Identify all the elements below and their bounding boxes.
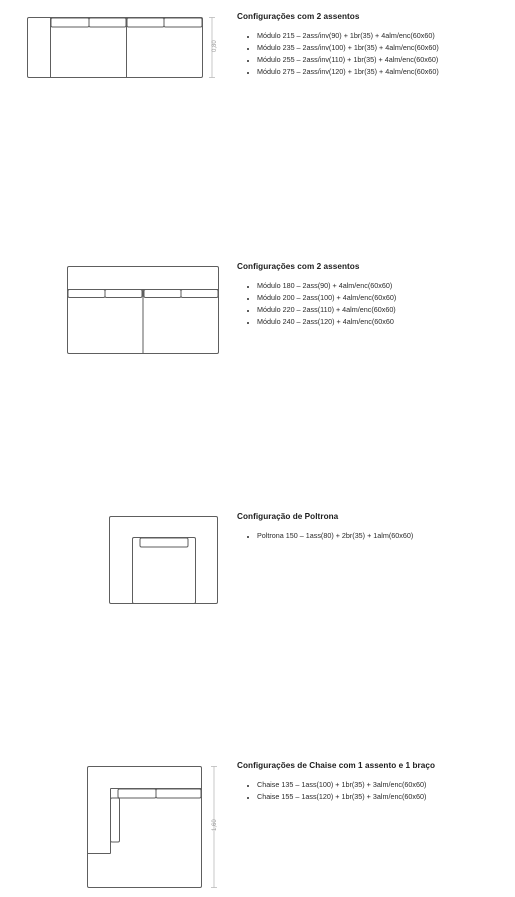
list-item: • Módulo 215 – 2ass/inv(90) + 1br(35) + 4alm/enc(60x60) xyxy=(257,30,507,42)
list-item: • Poltrona 150 – 1ass(80) + 2br(35) + 1alm(60x60) xyxy=(257,530,507,542)
config-list xyxy=(237,530,507,542)
dimension-label: 1,60 xyxy=(212,819,218,831)
list-item: • Módulo 220 – 2ass(110) + 4alm/enc(60x60) xyxy=(257,304,507,316)
sofa-2-seat-no-arm-drawing xyxy=(66,265,222,357)
list-item: • Módulo 200 – 2ass(100) + 4alm/enc(60x60) xyxy=(257,292,507,304)
list-item: • Chaise 155 – 1ass(120) + 1br(35) + 3alm/enc(60x60) xyxy=(257,791,507,803)
list-item: • Chaise 135 – 1ass(100) + 1br(35) + 3alm/enc(60x60) xyxy=(257,779,507,791)
list-item: • Módulo 255 – 2ass/inv(110) + 1br(35) + 4alm/enc(60x60) xyxy=(257,54,507,66)
section-title: Configuração de Poltrona xyxy=(237,512,339,521)
list-item: • Módulo 180 – 2ass(90) + 4alm/enc(60x60) xyxy=(257,280,507,292)
list-item: • Módulo 235 – 2ass/inv(100) + 1br(35) + 4alm/enc(60x60) xyxy=(257,42,507,54)
config-list xyxy=(237,280,507,328)
section-title: Configurações de Chaise com 1 assento e 1 braço xyxy=(237,761,436,770)
sofa-2-seat-one-arm-drawing xyxy=(26,16,226,80)
section-title: Configurações com 2 assentos xyxy=(237,12,360,21)
section-title: Configurações com 2 assentos xyxy=(237,262,360,271)
config-list xyxy=(237,30,507,78)
chaise-drawing xyxy=(86,765,226,891)
armchair-drawing xyxy=(108,515,222,607)
list-item: • Módulo 240 – 2ass(120) + 4alm/enc(60x60 xyxy=(257,316,507,328)
config-list xyxy=(237,779,507,803)
dimension-label: 0,80 xyxy=(212,40,218,52)
list-item: • Módulo 275 – 2ass/inv(120) + 1br(35) + 4alm/enc(60x60) xyxy=(257,66,507,78)
